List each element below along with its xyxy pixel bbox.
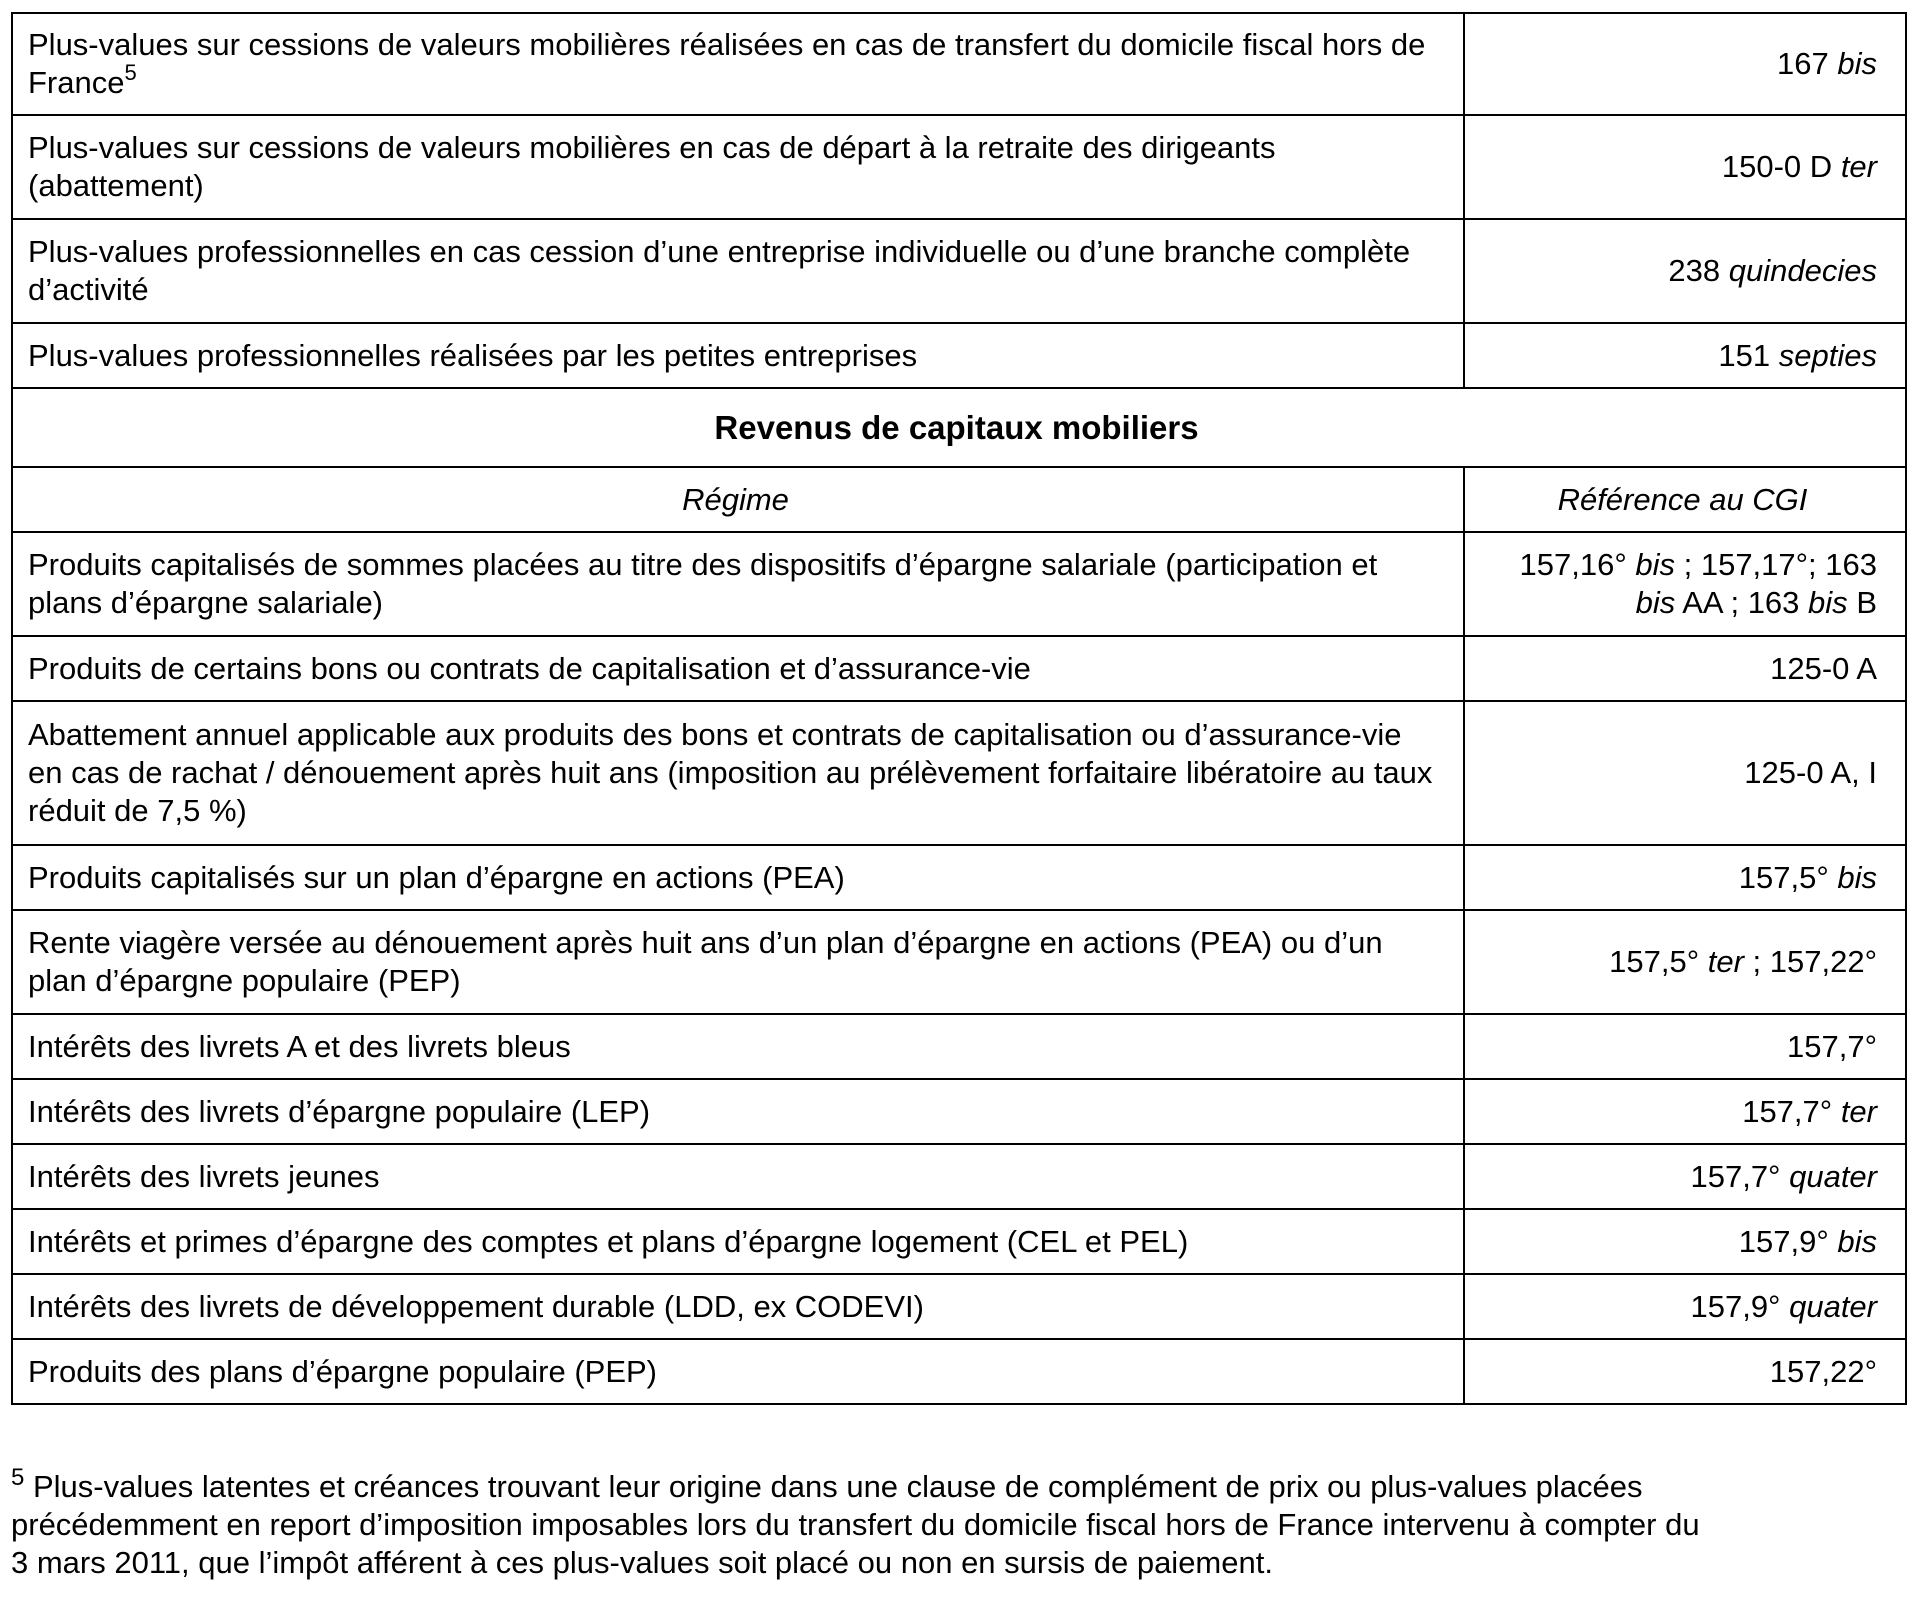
reference-line <box>1480 546 1877 584</box>
footnote-reference: 5 <box>124 59 137 85</box>
reference-number: ; 157,17°; 163 <box>1683 547 1877 582</box>
footnote-line <box>11 1464 1891 1506</box>
reference-cell <box>1464 1014 1906 1079</box>
regime-cell <box>12 1079 1464 1144</box>
column-header-regime: Régime <box>12 467 1464 532</box>
reference-number: ; 157,22° <box>1752 944 1877 979</box>
section-title: Revenus de capitaux mobiliers <box>12 388 1906 467</box>
reference-number: 150-0 D <box>1721 149 1833 184</box>
regime-cell <box>12 1209 1464 1274</box>
reference-cell <box>1464 1144 1906 1209</box>
reference-suffix: bis <box>1635 585 1676 620</box>
reference-line <box>1480 584 1877 622</box>
reference-number: 157,7° <box>1787 1028 1877 1064</box>
reference-suffix: bis <box>1837 859 1877 895</box>
regime-label: Intérêts et primes d’épargne des comptes et plans d’épargne logement (CEL et PEL) <box>28 1223 1189 1259</box>
regime-cell <box>12 532 1464 636</box>
regime-cell <box>12 845 1464 910</box>
reference-cell <box>1464 636 1906 701</box>
regime-cell <box>12 1144 1464 1209</box>
reference-number: 157,22° <box>1769 1353 1877 1389</box>
table-row <box>12 701 1906 845</box>
table-row <box>12 532 1906 636</box>
reference-cell <box>1464 1339 1906 1404</box>
reference-number: 157,7° <box>1742 1093 1833 1129</box>
reference-number: 125-0 A <box>1770 650 1877 686</box>
regime-label: Plus-values sur cessions de valeurs mobilières en cas de départ à la retraite des dirigeants (abattement) <box>28 130 1276 203</box>
regime-label: Rente viagère versée au dénouement après huit ans d’un plan d’épargne en actions (PEA) ou d’un plan d’épargne populaire (PEP) <box>28 925 1383 998</box>
regime-cell <box>12 13 1464 115</box>
regime-cell <box>12 701 1464 845</box>
regime-cell <box>12 636 1464 701</box>
regime-label: Plus-values professionnelles en cas cession d’une entreprise individuelle ou d’une branche complète d’activité <box>28 234 1411 307</box>
reference-suffix: bis <box>1837 46 1877 81</box>
regime-label: Produits des plans d’épargne populaire (PEP) <box>28 1353 657 1389</box>
reference-number: 238 <box>1668 253 1721 288</box>
reference-suffix: bis <box>1635 547 1675 582</box>
reference-suffix: quindecies <box>1728 253 1877 288</box>
table-row <box>12 636 1906 701</box>
regime-cell <box>12 910 1464 1014</box>
table-row <box>12 1079 1906 1144</box>
regime-cell <box>12 1274 1464 1339</box>
table-row <box>12 910 1906 1014</box>
footnote-text: Plus-values latentes et créances trouvant leur origine dans une clause de complément de prix ou plus-values placées <box>32 1469 1643 1504</box>
regime-label: Produits capitalisés sur un plan d’épargne en actions (PEA) <box>28 859 845 895</box>
reference-cell <box>1464 323 1906 388</box>
reference-cell <box>1464 1079 1906 1144</box>
reference-suffix: septies <box>1778 337 1877 373</box>
reference-suffix: bis <box>1808 585 1848 620</box>
reference-suffix: quater <box>1789 1288 1877 1324</box>
table-row <box>12 323 1906 388</box>
reference-cell <box>1464 845 1906 910</box>
reference-number: B <box>1856 585 1877 620</box>
reference-cell <box>1464 532 1906 636</box>
table-row <box>12 1274 1906 1339</box>
reference-number: 163 <box>1747 585 1800 620</box>
footnote-line: précédemment en report d’imposition imposables lors du transfert du domicile fiscal hors de France intervenu à compter du <box>11 1507 1700 1542</box>
reference-cell <box>1464 910 1906 1014</box>
table-row <box>12 13 1906 115</box>
footnote-line: 3 mars 2011, que l’impôt afférent à ces plus-values soit placé ou non en sursis de paiement. <box>11 1545 1273 1580</box>
footnote-number: 5 <box>11 1464 25 1491</box>
reference-number: 157,7° <box>1690 1158 1781 1194</box>
reference-cell <box>1464 13 1906 115</box>
regime-label: Intérêts des livrets jeunes <box>28 1158 380 1194</box>
reference-cell <box>1464 701 1906 845</box>
table-row <box>12 1014 1906 1079</box>
regime-cell <box>12 1014 1464 1079</box>
reference-suffix: ter <box>1707 944 1744 979</box>
table-row <box>12 115 1906 219</box>
regime-cell <box>12 219 1464 323</box>
regime-label: Plus-values sur cessions de valeurs mobilières réalisées en cas de transfert du domicile fiscal hors de France <box>28 27 1426 100</box>
regime-cell <box>12 323 1464 388</box>
footnote <box>11 1464 1891 1582</box>
reference-suffix: ter <box>1840 149 1877 184</box>
reference-number: 157,16° <box>1519 547 1627 582</box>
reference-number: 125-0 A, I <box>1744 755 1877 790</box>
column-header-row <box>12 467 1906 532</box>
reference-number: 157,9° <box>1738 1223 1829 1259</box>
regime-cell <box>12 1339 1464 1404</box>
reference-cell <box>1464 1274 1906 1339</box>
reference-number: 157,5° <box>1738 859 1829 895</box>
table-row <box>12 1209 1906 1274</box>
table-row <box>12 845 1906 910</box>
cgi-reference-table <box>11 12 1907 1405</box>
regime-label: Intérêts des livrets A et des livrets bleus <box>28 1028 571 1064</box>
regime-label: Plus-values professionnelles réalisées par les petites entreprises <box>28 337 918 373</box>
section-row <box>12 388 1906 467</box>
reference-cell <box>1464 219 1906 323</box>
reference-number: 167 <box>1777 46 1829 81</box>
reference-suffix: bis <box>1837 1223 1877 1259</box>
regime-label: Intérêts des livrets de développement durable (LDD, ex CODEVI) <box>28 1288 924 1324</box>
table-row <box>12 1339 1906 1404</box>
reference-suffix: quater <box>1789 1158 1877 1194</box>
reference-number: 157,9° <box>1690 1288 1781 1324</box>
regime-label: Produits de certains bons ou contrats de capitalisation et d’assurance-vie <box>28 650 1031 686</box>
reference-number: 157,5° <box>1609 944 1700 979</box>
table-row <box>12 219 1906 323</box>
column-header-reference: Référence au CGI <box>1464 467 1906 532</box>
reference-number: AA ; <box>1682 585 1740 620</box>
regime-label: Intérêts des livrets d’épargne populaire (LEP) <box>28 1093 651 1129</box>
reference-cell <box>1464 115 1906 219</box>
reference-suffix: ter <box>1840 1093 1877 1129</box>
reference-number: 151 <box>1718 337 1771 373</box>
table-row <box>12 1144 1906 1209</box>
regime-label: Abattement annuel applicable aux produits des bons et contrats de capitalisation ou d’assurance-vie en cas de rachat / dénouement après huit ans (imposition au prélèvement forfaitaire libératoire au taux réduit de 7,5 %) <box>28 717 1433 828</box>
regime-cell <box>12 115 1464 219</box>
regime-label: Produits capitalisés de sommes placées au titre des dispositifs d’épargne salariale (participation et plans d’épargne salariale) <box>28 547 1378 620</box>
reference-cell <box>1464 1209 1906 1274</box>
